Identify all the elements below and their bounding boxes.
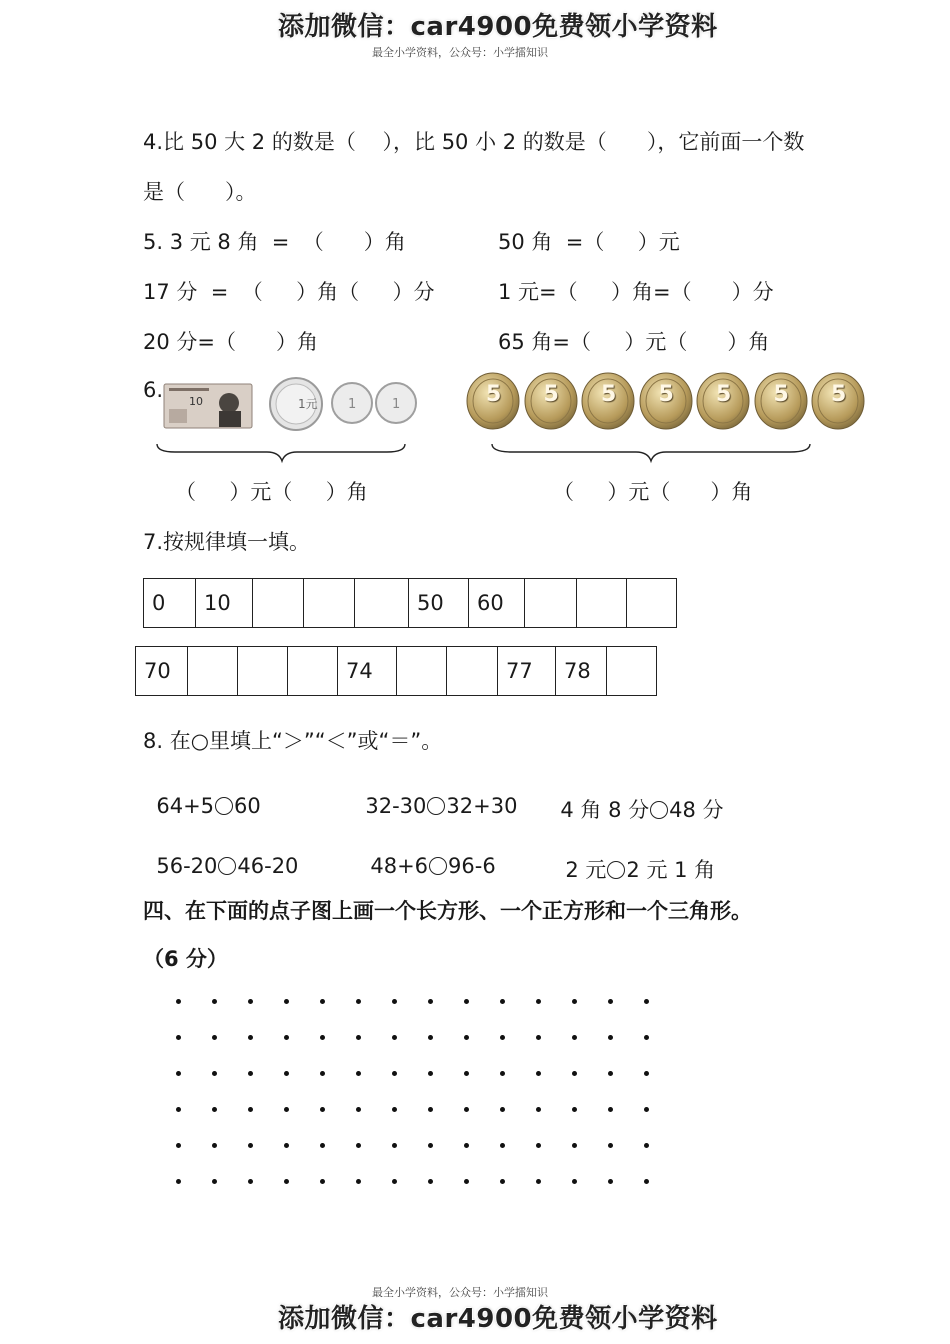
banknote-10-yuan-image [163,383,253,429]
grid-dot[interactable] [284,1035,289,1040]
grid-dot[interactable] [212,999,217,1004]
q6-answer-left: （ ）元（ ）角 [175,480,368,504]
q5-item-b: 50 角 =（ ）元 [498,230,680,254]
compare-left: 2 元 [565,858,607,882]
coin-1-jiao-image [374,381,418,425]
grid-dot[interactable] [464,999,469,1004]
grid-dot[interactable] [536,1107,541,1112]
compare-right: 46-20 [237,854,299,878]
coin-5-jiao-label: 5 [658,382,674,407]
grid-dot[interactable] [428,1071,433,1076]
grid-dot[interactable] [572,1035,577,1040]
grid-dot[interactable] [428,1107,433,1112]
coin-5-jiao-image [639,372,693,434]
coin-5-jiao-image [524,372,578,434]
watermark-top-sub: 最全小学资料，公众号：小学擂知识 [372,46,548,59]
grid-dot[interactable] [536,1179,541,1184]
grid-dot[interactable] [572,1143,577,1148]
compare-right: 48 分 [669,798,724,822]
grid-dot[interactable] [500,1107,505,1112]
grid-dot[interactable] [212,1107,217,1112]
grid-dot[interactable] [464,1035,469,1040]
grid-dot[interactable] [284,1071,289,1076]
grid-dot[interactable] [284,1179,289,1184]
sequence-cell [525,579,577,628]
sequence-cell: 74 [338,647,397,696]
sequence-cell [607,647,657,696]
sequence-cell [577,579,627,628]
grid-dot[interactable] [176,1035,181,1040]
grid-dot[interactable] [644,999,649,1004]
grid-dot[interactable] [392,1071,397,1076]
grid-dot[interactable] [536,1143,541,1148]
compare-item [352,770,517,818]
grid-dot[interactable] [536,1071,541,1076]
compare-item [552,830,715,884]
sequence-cell [304,579,355,628]
answer-circle[interactable] [429,857,447,875]
grid-dot[interactable] [248,1107,253,1112]
coin-5-jiao-image [811,372,865,434]
compare-item [143,830,298,878]
answer-circle[interactable] [607,861,625,879]
sequence-cell: 60 [469,579,525,628]
grid-dot[interactable] [356,1179,361,1184]
grid-dot[interactable] [428,1179,433,1184]
grid-dot[interactable] [428,999,433,1004]
coin-5-jiao-image [466,372,520,434]
grid-dot[interactable] [392,1143,397,1148]
sequence-cell: 77 [498,647,556,696]
grid-dot[interactable] [284,1107,289,1112]
sequence-table-row2 [135,646,657,696]
coin-1-jiao-label: 1 [392,397,401,412]
grid-dot[interactable] [644,1179,649,1184]
coin-5-jiao-label: 5 [716,382,732,407]
answer-circle[interactable] [215,797,233,815]
grid-dot[interactable] [536,1035,541,1040]
q5-item-e: 20 分=（ ）角 [143,330,319,354]
grid-dot[interactable] [176,1179,181,1184]
q5-item-f: 65 角=（ ）元（ ）角 [498,330,770,354]
grid-dot[interactable] [464,1143,469,1148]
grid-dot[interactable] [356,1143,361,1148]
compare-left: 56-20 [156,854,218,878]
compare-left: 4 角 8 分 [560,798,650,822]
grid-dot[interactable] [320,1035,325,1040]
coin-1-yuan-image [268,376,324,432]
compare-left: 64+5 [156,794,215,818]
grid-dot[interactable] [572,1071,577,1076]
section4-score: （6 分） [143,947,228,971]
compare-right: 2 元 1 角 [626,858,716,882]
grid-dot[interactable] [464,1071,469,1076]
compare-left: 32-30 [365,794,427,818]
compare-item [143,770,261,818]
compare-right: 32+30 [446,794,518,818]
compare-right: 60 [234,794,261,818]
grid-dot[interactable] [392,1107,397,1112]
grid-dot[interactable] [320,1179,325,1184]
grid-dot[interactable] [356,1071,361,1076]
grid-dot[interactable] [428,1035,433,1040]
right-brace [490,442,815,464]
coin-5-jiao-label: 5 [601,382,617,407]
grid-dot[interactable] [572,1107,577,1112]
grid-dot[interactable] [176,1143,181,1148]
coin-5-jiao-label: 5 [831,382,847,407]
coin-5-jiao-label: 5 [773,382,789,407]
grid-dot[interactable] [572,999,577,1004]
grid-dot[interactable] [392,999,397,1004]
compare-item [357,830,496,878]
q6-number: 6. [143,378,164,402]
grid-dot[interactable] [644,1035,649,1040]
sequence-table-row1 [143,578,677,628]
grid-dot[interactable] [608,1071,613,1076]
grid-dot[interactable] [644,1071,649,1076]
grid-dot[interactable] [176,1071,181,1076]
answer-circle[interactable] [218,857,236,875]
left-brace [155,442,410,464]
q4-line1: 4.比 50 大 2 的数是（ ），比 50 小 2 的数是（ ），它前面一个数 [143,130,805,154]
q4-line2: 是（ ）。 [143,180,257,204]
watermark-bottom-sub: 最全小学资料，公众号：小学擂知识 [372,1286,548,1299]
sequence-cell: 0 [144,579,196,628]
grid-dot[interactable] [176,1107,181,1112]
sequence-cell: 78 [556,647,607,696]
grid-dot[interactable] [320,1071,325,1076]
compare-item [547,770,724,824]
grid-dot[interactable] [572,1179,577,1184]
grid-dot[interactable] [500,1035,505,1040]
grid-dot[interactable] [212,1035,217,1040]
grid-dot[interactable] [536,999,541,1004]
sequence-cell [447,647,498,696]
sequence-cell: 10 [196,579,253,628]
grid-dot[interactable] [212,1143,217,1148]
grid-dot[interactable] [644,1107,649,1112]
grid-dot[interactable] [356,999,361,1004]
coin-5-jiao-label: 5 [543,382,559,407]
grid-dot[interactable] [500,1143,505,1148]
grid-dot[interactable] [248,999,253,1004]
coin-5-jiao-image [581,372,635,434]
coin-5-jiao-image [696,372,750,434]
coin-1-jiao-image [330,381,374,425]
grid-dot[interactable] [320,1107,325,1112]
sequence-cell [288,647,338,696]
section4-title: 四、在下面的点子图上画一个长方形、一个正方形和一个三角形。 [143,899,752,923]
answer-circle[interactable] [650,801,668,819]
sequence-cell [627,579,677,628]
q7-title: 7.按规律填一填。 [143,530,311,554]
q8-title: 8. 在○里填上“＞”“＜”或“＝”。 [143,729,443,753]
grid-dot[interactable] [392,1035,397,1040]
watermark-top: 添加微信：car4900免费领小学资料 [278,12,718,42]
sequence-cell [397,647,447,696]
grid-dot[interactable] [464,1107,469,1112]
grid-dot[interactable] [248,1071,253,1076]
grid-dot[interactable] [500,1179,505,1184]
q5-item-c: 17 分 = （ ）角（ ）分 [143,280,435,304]
grid-dot[interactable] [248,1035,253,1040]
compare-left: 48+6 [370,854,429,878]
q5-item-d: 1 元=（ ）角=（ ）分 [498,280,774,304]
grid-dot[interactable] [644,1143,649,1148]
grid-dot[interactable] [608,1143,613,1148]
grid-dot[interactable] [608,999,613,1004]
watermark-bottom: 添加微信：car4900免费领小学资料 [278,1304,718,1334]
grid-dot[interactable] [320,1143,325,1148]
sequence-cell [188,647,238,696]
q6-answer-right: （ ）元（ ）角 [553,480,753,504]
grid-dot[interactable] [320,999,325,1004]
coin-1-jiao-label: 1 [348,397,357,412]
grid-dot[interactable] [500,1071,505,1076]
banknote-value: 10 [189,395,203,408]
coin-1-yuan-label: 1元 [298,397,318,411]
sequence-cell [355,579,409,628]
grid-dot[interactable] [608,1035,613,1040]
grid-dot[interactable] [212,1071,217,1076]
grid-dot[interactable] [464,1179,469,1184]
sequence-cell: 70 [136,647,188,696]
grid-dot[interactable] [248,1179,253,1184]
grid-dot[interactable] [248,1143,253,1148]
grid-dot[interactable] [608,1107,613,1112]
coin-5-jiao-image [754,372,808,434]
grid-dot[interactable] [356,1035,361,1040]
grid-dot[interactable] [608,1179,613,1184]
compare-right: 96-6 [448,854,496,878]
q5-item-a: 5. 3 元 8 角 = （ ）角 [143,230,406,254]
grid-dot[interactable] [500,999,505,1004]
grid-dot[interactable] [212,1179,217,1184]
grid-dot[interactable] [284,1143,289,1148]
grid-dot[interactable] [176,999,181,1004]
coin-5-jiao-label: 5 [486,382,502,407]
grid-dot[interactable] [392,1179,397,1184]
sequence-cell: 50 [409,579,469,628]
answer-circle[interactable] [427,797,445,815]
sequence-cell [238,647,288,696]
grid-dot[interactable] [356,1107,361,1112]
grid-dot[interactable] [428,1143,433,1148]
grid-dot[interactable] [284,999,289,1004]
sequence-cell [253,579,304,628]
